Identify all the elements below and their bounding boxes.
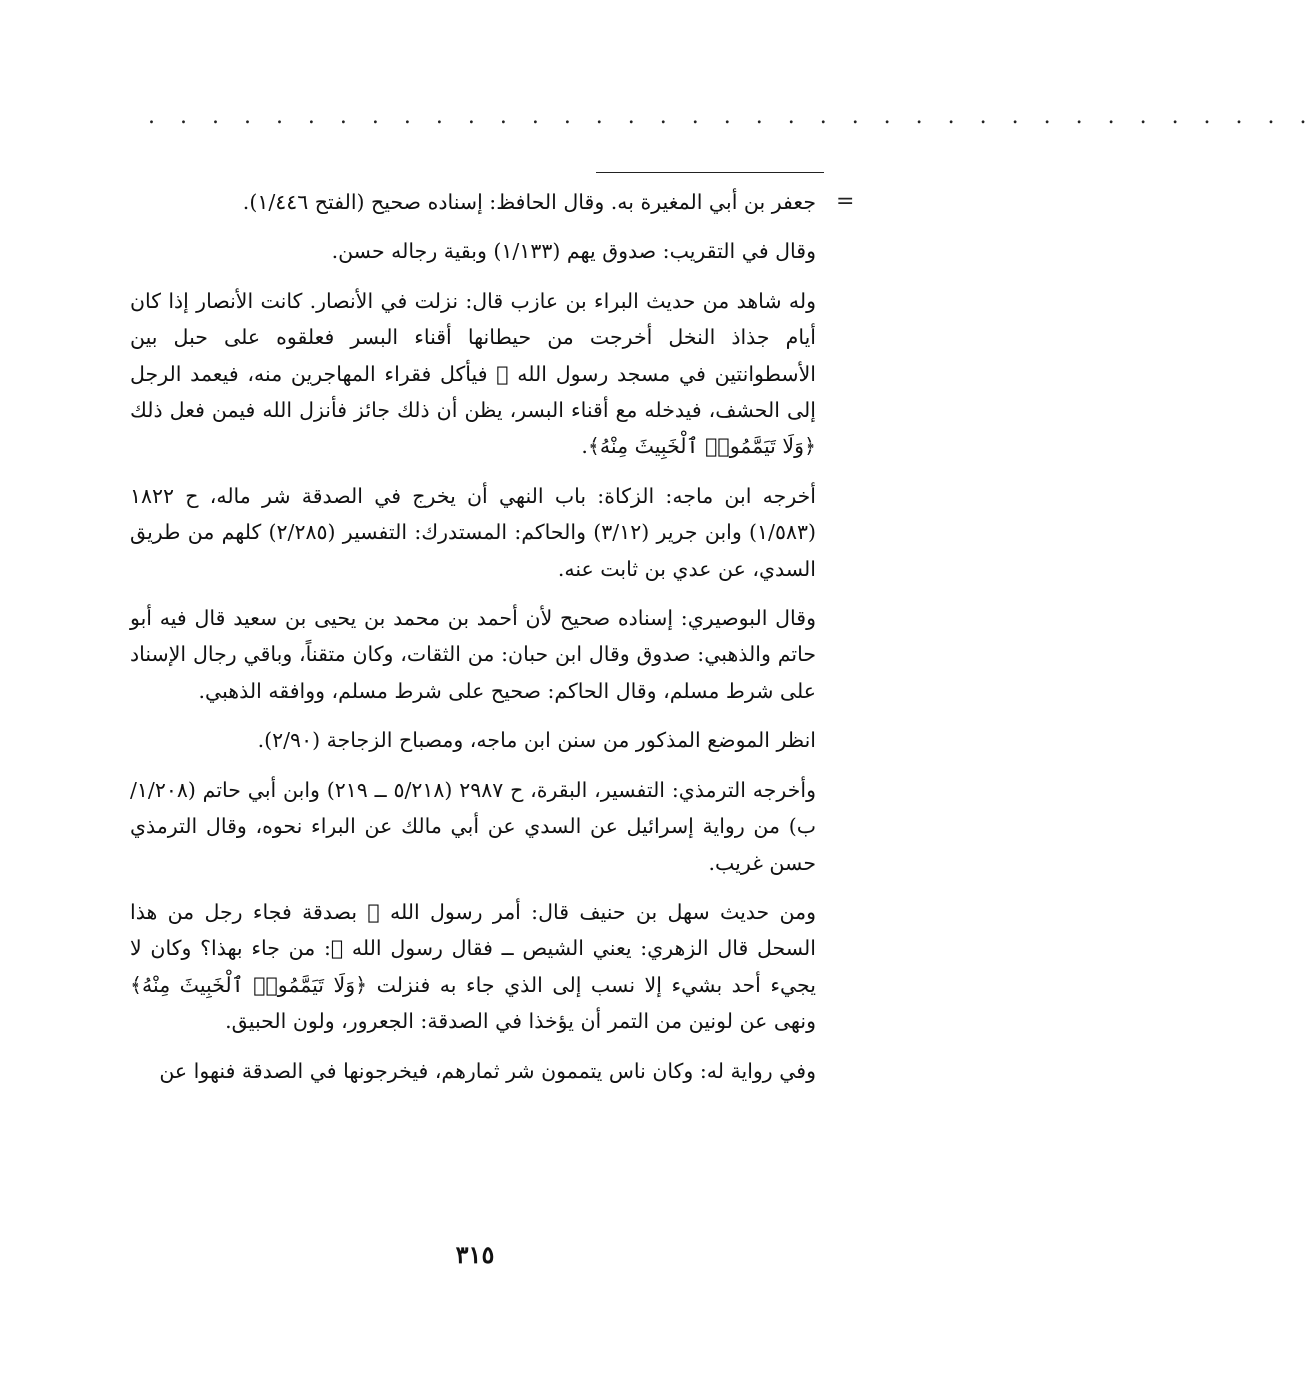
- continuation-mark: =: [836, 189, 855, 214]
- footnote-paragraph: وفي رواية له: وكان ناس يتممون شر ثمارهم، فيخرجونها في الصدقة فنهوا عن: [159, 1058, 816, 1083]
- footnote-paragraph: انظر الموضع المذكور من سنن ابن ماجه، ومصباح الزجاجة (٢/٩٠).: [257, 728, 816, 753]
- footnote-paragraph: وقال البوصيري: إسناده صحيح لأن أحمد بن محمد بن يحيى بن سعيد قال فيه أبو حاتم والذهبي: صدوق وقال ابن حبان: من الثقات، وكان متقناً، وباقي رجال الإسناد على شرط مسلم، وقال الحاكم: صحيح على شرط مسلم، ووافقه الذهبي.: [130, 606, 816, 703]
- footnote-paragraph: جعفر بن أبي المغيرة به. وقال الحافظ: إسناده صحيح (الفتح ١/٤٤٦).: [242, 190, 816, 214]
- footnote-rule: [596, 172, 824, 173]
- footnotes-body: [130, 184, 816, 1102]
- footnote-paragraph: وله شاهد من حديث البراء بن عازب قال: نزلت في الأنصار. كانت الأنصار إذا كان أيام جذاذ النخل أخرجت من حيطانها أقناء البسر فعلقوه على حبل بين الأسطوانتين في مسجد رسول الله ﷺ فيأكل فقراء المهاجرين منه، فيعمد الرجل إلى الحشف، فيدخله مع أقناء البسر، يظن أن ذلك جائز فأنزل الله فيمن فعل ذلك ﴿وَلَا تَيَمَّمُوا۟ ٱلْخَبِيثَ مِنْهُ﴾.: [130, 288, 816, 459]
- footnote-paragraph: أخرجه ابن ماجه: الزكاة: باب النهي أن يخرج في الصدقة شر ماله، ح ١٨٢٢ (١/٥٨٣) وابن جرير (٣/١٢) والحاكم: المستدرك: التفسير (٢/٢٨٥) كلهم من طريق السدي، عن عدي بن ثابت عنه.: [130, 483, 816, 581]
- footnote-paragraph: ومن حديث سهل بن حنيف قال: أمر رسول الله ﷺ بصدقة فجاء رجل من هذا السحل قال الزهري: يعني الشيص ــ فقال رسول الله ﷺ: من جاء بهذا؟ وكان لا يجيء أحد بشيء إلا نسب إلى الذي جاء به فنزلت ﴿وَلَا تَيَمَّمُوا۟ ٱلْخَبِيثَ مِنْهُ﴾ ونهى عن لونين من التمر أن يؤخذا في الصدقة: الجعرور، ولون الحبيق.: [130, 899, 816, 1034]
- page-number: ٣١٥: [455, 1240, 495, 1269]
- footnote-paragraph: وأخرجه الترمذي: التفسير، البقرة، ح ٢٩٨٧ (٥/٢١٨ ــ ٢١٩) وابن أبي حاتم (١/٢٠٨/ب) من رواية إسرائيل عن السدي عن أبي مالك عن البراء نحوه، وقال الترمذي حسن غريب.: [130, 777, 816, 875]
- footnote-paragraph: وقال في التقريب: صدوق يهم (١/١٣٣) وبقية رجاله حسن.: [331, 239, 816, 264]
- footnote-separator-dots: . . . . . . . . . . . . . . . . . . . . . . . . . . . . . . . . . . . . .: [148, 104, 1316, 129]
